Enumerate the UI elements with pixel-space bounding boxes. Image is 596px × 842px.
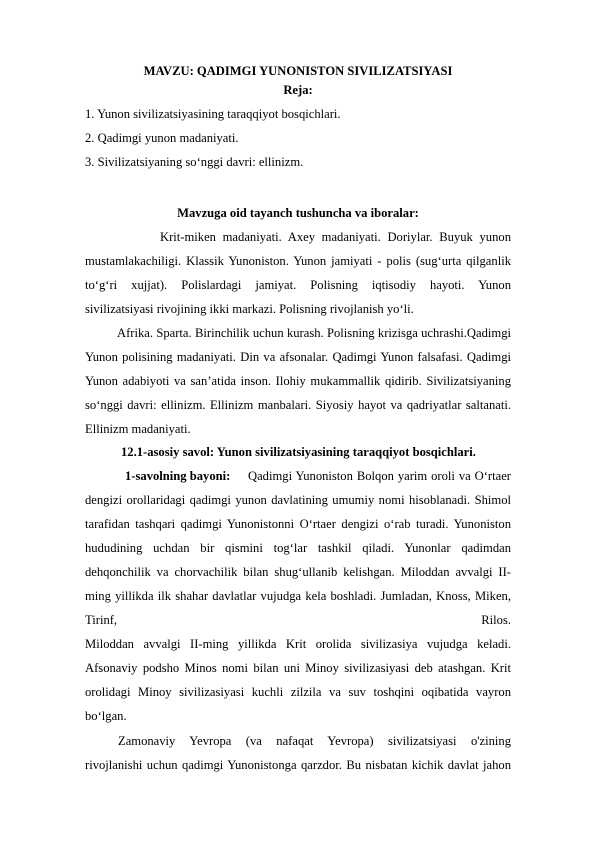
answer-line: Zamonaviy Yevropa (va nafaqat Yevropa) sivilizatsiyasi o'zining <box>118 734 511 748</box>
answer-line: ming yillikda ilk shahar davlatlar vujudga kela boshladi. Jumladan, Knoss, Miken, <box>85 589 511 603</box>
answer-line: dehqonchilik va chorvachilik bilan shug‘ullanib kelishgan. Miloddan avvalgi II- <box>85 565 511 579</box>
concepts-line: sivilizatsiyasi rivojining ikki markazi. Polisning rivojlanish yo‘li. <box>85 302 414 316</box>
answer-line: dengizi orollaridagi qadimgi yunon davlatining umumiy nomi hisoblanadi. Shimol <box>85 493 511 507</box>
plan-item: 2. Qadimgi yunon madaniyati. <box>85 131 239 145</box>
concepts-line: Ellinizm madaniyati. <box>85 422 191 436</box>
concepts-line: Afrika. Sparta. Birinchilik uchun kurash. Polisning krizisga uchrashi.Qadimgi <box>117 326 511 340</box>
answer-line: bo‘lgan. <box>85 709 127 723</box>
answer-line: Afsonaviy podsho Minos nomi bilan uni Minoy sivilizasiyasi deb atashgan. Krit <box>85 661 511 675</box>
answer-line: Qadimgi Yunoniston Bolqon yarim oroli va O‘rtaer <box>248 469 511 483</box>
concepts-line: to‘g‘ri xujjat). Polislardagi jamiyat. Polisning iqtisodiy hayoti. Yunon <box>85 278 511 292</box>
concepts-heading: Mavzuga oid tayanch tushuncha va iboralar: <box>177 206 419 220</box>
concepts-line: Yunon adabiyoti va san’atida inson. Ilohiy mukammallik qidirib. Sivilizatsiyaning <box>85 374 511 388</box>
concepts-line: mustamlakachiligi. Klassik Yunoniston. Yunon jamiyati - polis (sug‘urta qilganlik <box>85 254 511 268</box>
answer-line: orolidagi Minoy sivilizasiyasi kuchli zilzila va suv toshqini oqibatida vayron <box>85 685 511 699</box>
concepts-line: so‘nggi davri: ellinizm. Ellinizm manbalari. Siyosiy hayot va qadriyatlar saltanati. <box>85 398 511 412</box>
answer-line: rivojlanishi uchun qadimgi Yunonistonga qarzdor. Bu nisbatan kichik davlat jahon <box>85 758 511 772</box>
answer-line: tarafidan tashqari qadimgi Yunonistonni O‘rtaer dengizi o‘rab turadi. Yunoniston <box>85 517 511 531</box>
question-heading: 12.1-asosiy savol: Yunon sivilizatsiyasining taraqqiyot bosqichlari. <box>121 445 476 459</box>
plan-heading: Reja: <box>283 83 313 97</box>
plan-item: 3. Sivilizatsiyaning so‘nggi davri: ellinizm. <box>85 155 304 169</box>
answer-line: hududining uchdan bir qismini tog‘lar tashkil qiladi. Yunonlar qadimdan <box>85 541 511 555</box>
plan-item: 1. Yunon sivilizatsiyasining taraqqiyot bosqichlari. <box>85 107 341 121</box>
concepts-line: Yunon polisining madaniyati. Din va afsonalar. Qadimgi Yunon falsafasi. Qadimgi <box>85 350 511 364</box>
answer-line-end: Rilos. <box>481 613 511 627</box>
answer-label: 1-savolning bayoni: <box>125 469 231 483</box>
concepts-line: Krit-miken madaniyati. Axey madaniyati. Doriylar. Buyuk yunon <box>160 230 511 244</box>
document-title: MAVZU: QADIMGI YUNONISTON SIVILIZATSIYASI <box>143 64 453 78</box>
answer-line: Miloddan avvalgi II-ming yillikda Krit orolida sivilizasiya vujudga keladi. <box>85 637 511 651</box>
answer-line-start: Tirinf, <box>85 613 118 627</box>
